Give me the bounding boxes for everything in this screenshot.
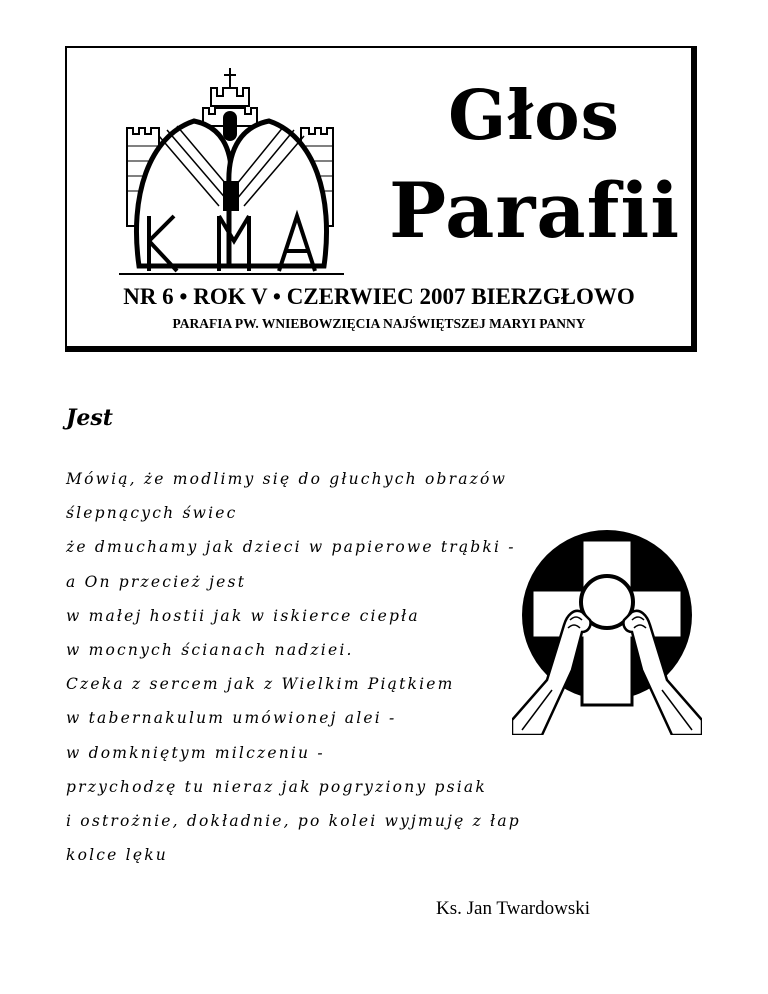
host-and-cross-icon [512,520,702,735]
poem-line: w domkniętym milczeniu - [66,743,325,762]
masthead [65,46,697,352]
poem-author: Ks. Jan Twardowski [436,898,591,919]
parish-line: PARAFIA PW. WNIEBOWZIĘCIA NAJŚWIĘTSZEJ MARYI PANNY [172,316,586,331]
poem-line: w mocnych ścianach nadziei. [66,640,354,659]
poem-line: przychodzę tu nieraz jak pogryziony psiak [66,777,487,796]
poem-line: Czeka z sercem jak z Wielkim Piątkiem [66,675,455,694]
poem-line: a On przecież jest [66,572,247,591]
newsletter-title-line2: Parafii [389,166,681,255]
poem-line: w tabernakulum umówionej alei - [66,709,397,728]
parish-logo-church-icon [119,66,344,286]
poem-title: Jest [66,405,113,431]
poem-line: w małej hostii jak w iskierce ciepła [66,606,420,625]
issue-line: NR 6 • ROK V • CZERWIEC 2007 BIERZGŁOWO [123,284,635,309]
poem-line: kolce lęku [66,846,168,865]
poem-line: Mówią, że modlimy się do głuchych obrazów [66,470,508,488]
newsletter-title-line1: Głos [448,76,620,156]
poem-line: ślepnących świec [66,504,238,523]
poem-line: i ostrożnie, dokładnie, po kolei wyjmuję z łap [66,811,521,830]
poem-line: że dmuchamy jak dzieci w papierowe trąbki - [66,538,516,557]
poem-body [66,466,526,876]
